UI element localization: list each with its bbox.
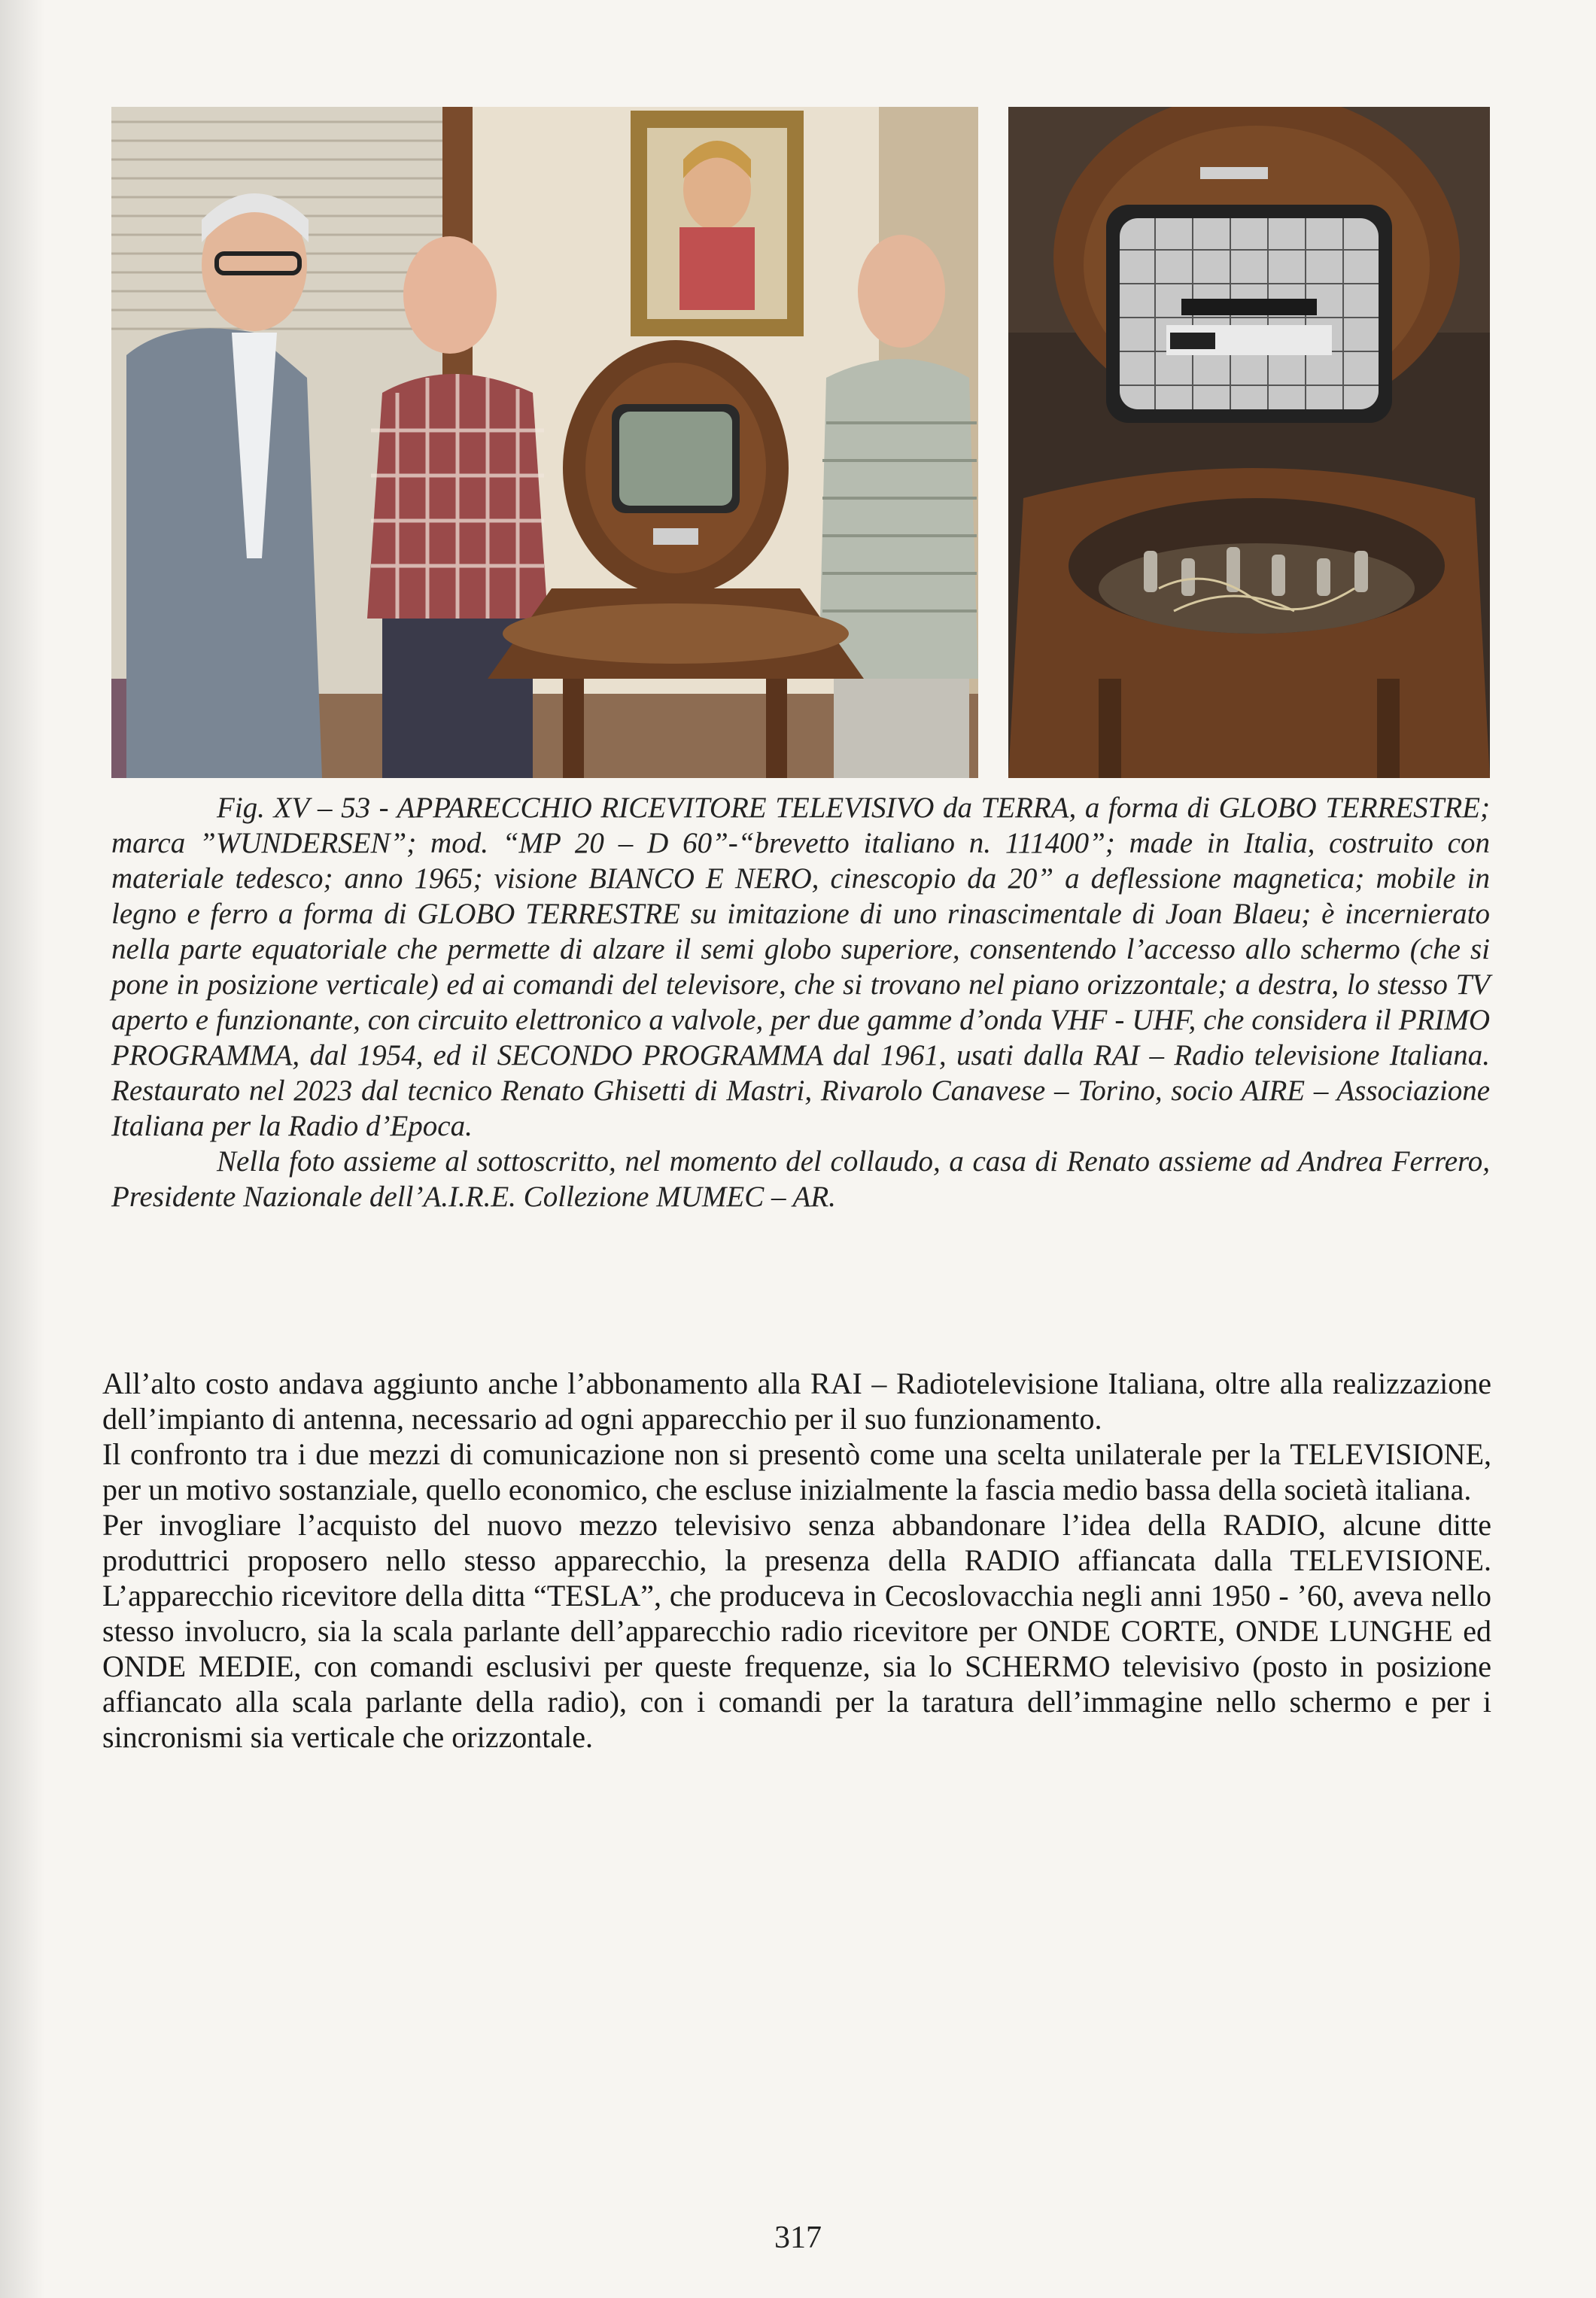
page-number: 317 [774, 2220, 822, 2255]
photo-left-group-with-globe-tv [111, 107, 978, 778]
caption-second: Nella foto assieme al sottoscritto, nel momento del collaudo, a casa di Renato assieme ad Andrea Ferrero, Presidente Nazionale dell’A.I.R.E. Collezione MUMEC – AR. [111, 1145, 1490, 1213]
page-gutter-shadow [0, 0, 45, 2298]
body-paragraph-3: Per invogliare l’acquisto del nuovo mezzo televisivo senza abbandonare l’idea della RADIO, alcune ditte produttrici proposero nello stesso apparecchio, la presenza della RADIO affiancata dalla TELEVISIONE. L’apparecchio ricevitore della ditta “TESLA”, che produceva in Cecoslovacchia negli anni 1950 - ’60, aveva nello stesso involucro, sia la scala parlante dell’apparecchio radio ricevitore per ONDE CORTE, ONDE LUNGHE ed ONDE MEDIE, con comandi esclusivi per queste frequenze, sia lo SCHERMO televisivo (posto in posizione affiancato alla scala parlante della radio), con i comandi per la taratura dell’immagine nello schermo e per i sincronismi sia verticale che orizzontale. [102, 1508, 1491, 1754]
body-text [102, 1366, 1491, 1755]
body-paragraph-2: Il confronto tra i due mezzi di comunicazione non si presentò come una scelta unilaterale per la TELEVISIONE, per un motivo sostanziale, quello economico, che escluse inizialmente la fascia medio bassa della società italiana. [102, 1437, 1491, 1506]
photo-right-open-globe-tv [1008, 107, 1490, 778]
caption-main: Fig. XV – 53 - APPARECCHIO RICEVITORE TELEVISIVO da TERRA, a forma di GLOBO TERRESTRE; marca ”WUNDERSEN”; mod. “MP 20 – D 60”-“brevetto italiano n. 111400”; made in Italia, costruito con materiale tedesco; anno 1965; visione BIANCO E NERO, cinescopio da 20” a deflessione magnetica; mobile in legno e ferro a forma di GLOBO TERRESTRE su imitazione di uno rinascimentale di Joan Blaeu; è incernierato nella parte equatoriale che permette di alzare il semi globo superiore, consentendo l’accesso allo schermo (che si pone in posizione verticale) ed ai comandi del televisore, che si trovano nel piano orizzontale; a destra, lo stesso TV aperto e funzionante, con circuito elettronico a valvole, per due gamme d’onda VHF - UHF, che considera il PRIMO PROGRAMMA, dal 1954, ed il SECONDO PROGRAMMA dal 1961, usati dalla RAI – Radio televisione Italiana. Restaurato nel 2023 dal tecnico Renato Ghisetti di Mastri, Rivarolo Canavese – Torino, socio AIRE – Associazione Italiana per la Radio d’Epoca. [111, 792, 1490, 1142]
figure-caption [111, 790, 1490, 1214]
photo-left-illustration [111, 107, 978, 778]
photo-right-illustration [1008, 107, 1490, 778]
body-paragraph-1: All’alto costo andava aggiunto anche l’abbonamento alla RAI – Radiotelevisione Italiana, oltre alla realizzazione dell’impianto di antenna, necessario ad ogni apparecchio per il suo funzionamento. [102, 1366, 1491, 1436]
